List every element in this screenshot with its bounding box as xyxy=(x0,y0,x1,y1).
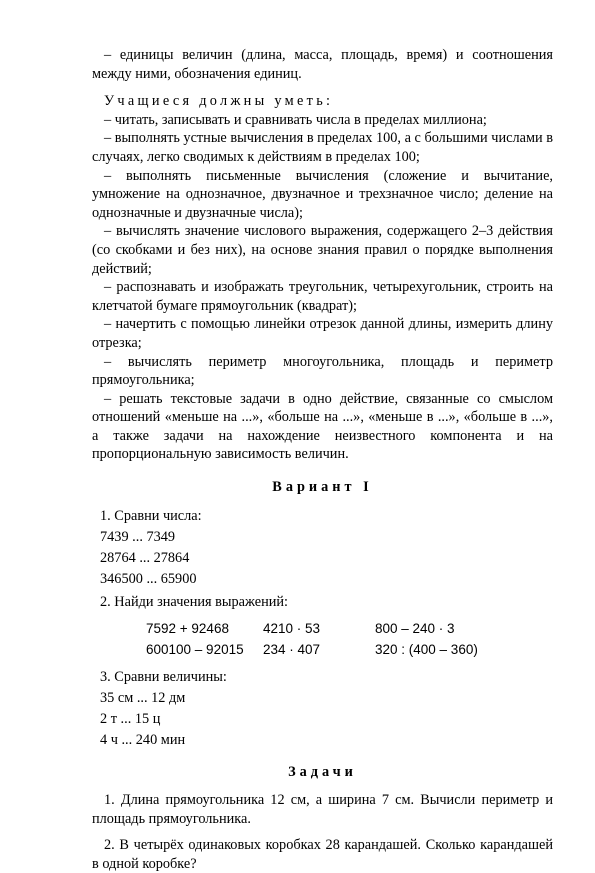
task1-item: 28764 ... 27864 xyxy=(100,550,190,567)
task1-item: 7439 ... 7349 xyxy=(100,529,176,546)
skill-item: – читать, записывать и сравнивать числа в пределах миллиона; xyxy=(104,111,487,128)
task3-label: 3. Сравни величины: xyxy=(100,669,227,686)
intro-paragraph: – единицы величин (длина, масса, площадь, время) и соотношения между ними, обозначения единиц. xyxy=(92,47,553,82)
expression: 600100 – 92015 xyxy=(146,642,244,658)
skill-item: – выполнять устные вычисления в пределах 100, а с большими числами в случаях, легко сводимых к действиям в пределах 100; xyxy=(92,130,553,165)
problems-title: Задачи xyxy=(288,764,357,781)
task2-label: 2. Найди значения выражений: xyxy=(100,594,288,611)
task1-item: 346500 ... 65900 xyxy=(100,571,197,588)
skill-item: – решать текстовые задачи в одно действие, связанные со смыслом отношений «меньше на ...», «больше на ...», «меньше в ...», «больше в ...», а также задачи на нахождение неизвестного компонента и на пропорциональную зависимость величин. xyxy=(92,390,553,463)
expression: 320 : (400 – 360) xyxy=(375,642,478,658)
expression: 4210 · 53 xyxy=(263,621,321,637)
skill-item: – распознавать и изображать треугольник, четырехугольник, строить на клетчатой бумаге прямоугольник (квадрат); xyxy=(92,279,553,314)
skill-item: – выполнять письменные вычисления (сложение и вычитание, умножение на однозначное, двузначное и трехзначное число; деление на однозначные и двузначные числа); xyxy=(92,167,553,221)
problem-item: 2. В четырёх одинаковых коробках 28 карандашей. Сколько карандашей в одной коробке? xyxy=(92,837,553,872)
expressions-grid xyxy=(146,619,553,659)
skill-item: – вычислять значение числового выражения, содержащего 2–3 действия (со скобками и без них), на основе знания правил о порядке выполнения действий; xyxy=(92,223,553,277)
task3-item: 35 см ... 12 дм xyxy=(100,690,186,707)
skill-item: – начертить с помощью линейки отрезок данной длины, измерить длину отрезка; xyxy=(92,316,553,351)
task1-label: 1. Сравни числа: xyxy=(100,508,202,525)
skills-heading: Учащиеся должны уметь: xyxy=(104,93,334,110)
expression: 7592 + 92468 xyxy=(146,621,229,637)
expression: 234 · 407 xyxy=(263,642,321,658)
skill-item: – вычислять периметр многоугольника, площадь и периметр прямоугольника; xyxy=(92,353,553,389)
task3-item: 2 т ... 15 ц xyxy=(100,711,161,728)
expression: 800 – 240 · 3 xyxy=(375,621,455,637)
variant-title: Вариант I xyxy=(272,479,373,496)
problem-item: 1. Длина прямоугольника 12 см, а ширина 7 см. Вычисли периметр и площадь прямоугольника. xyxy=(92,792,553,827)
task3-item: 4 ч ... 240 мин xyxy=(100,732,186,749)
document-page xyxy=(92,46,553,873)
